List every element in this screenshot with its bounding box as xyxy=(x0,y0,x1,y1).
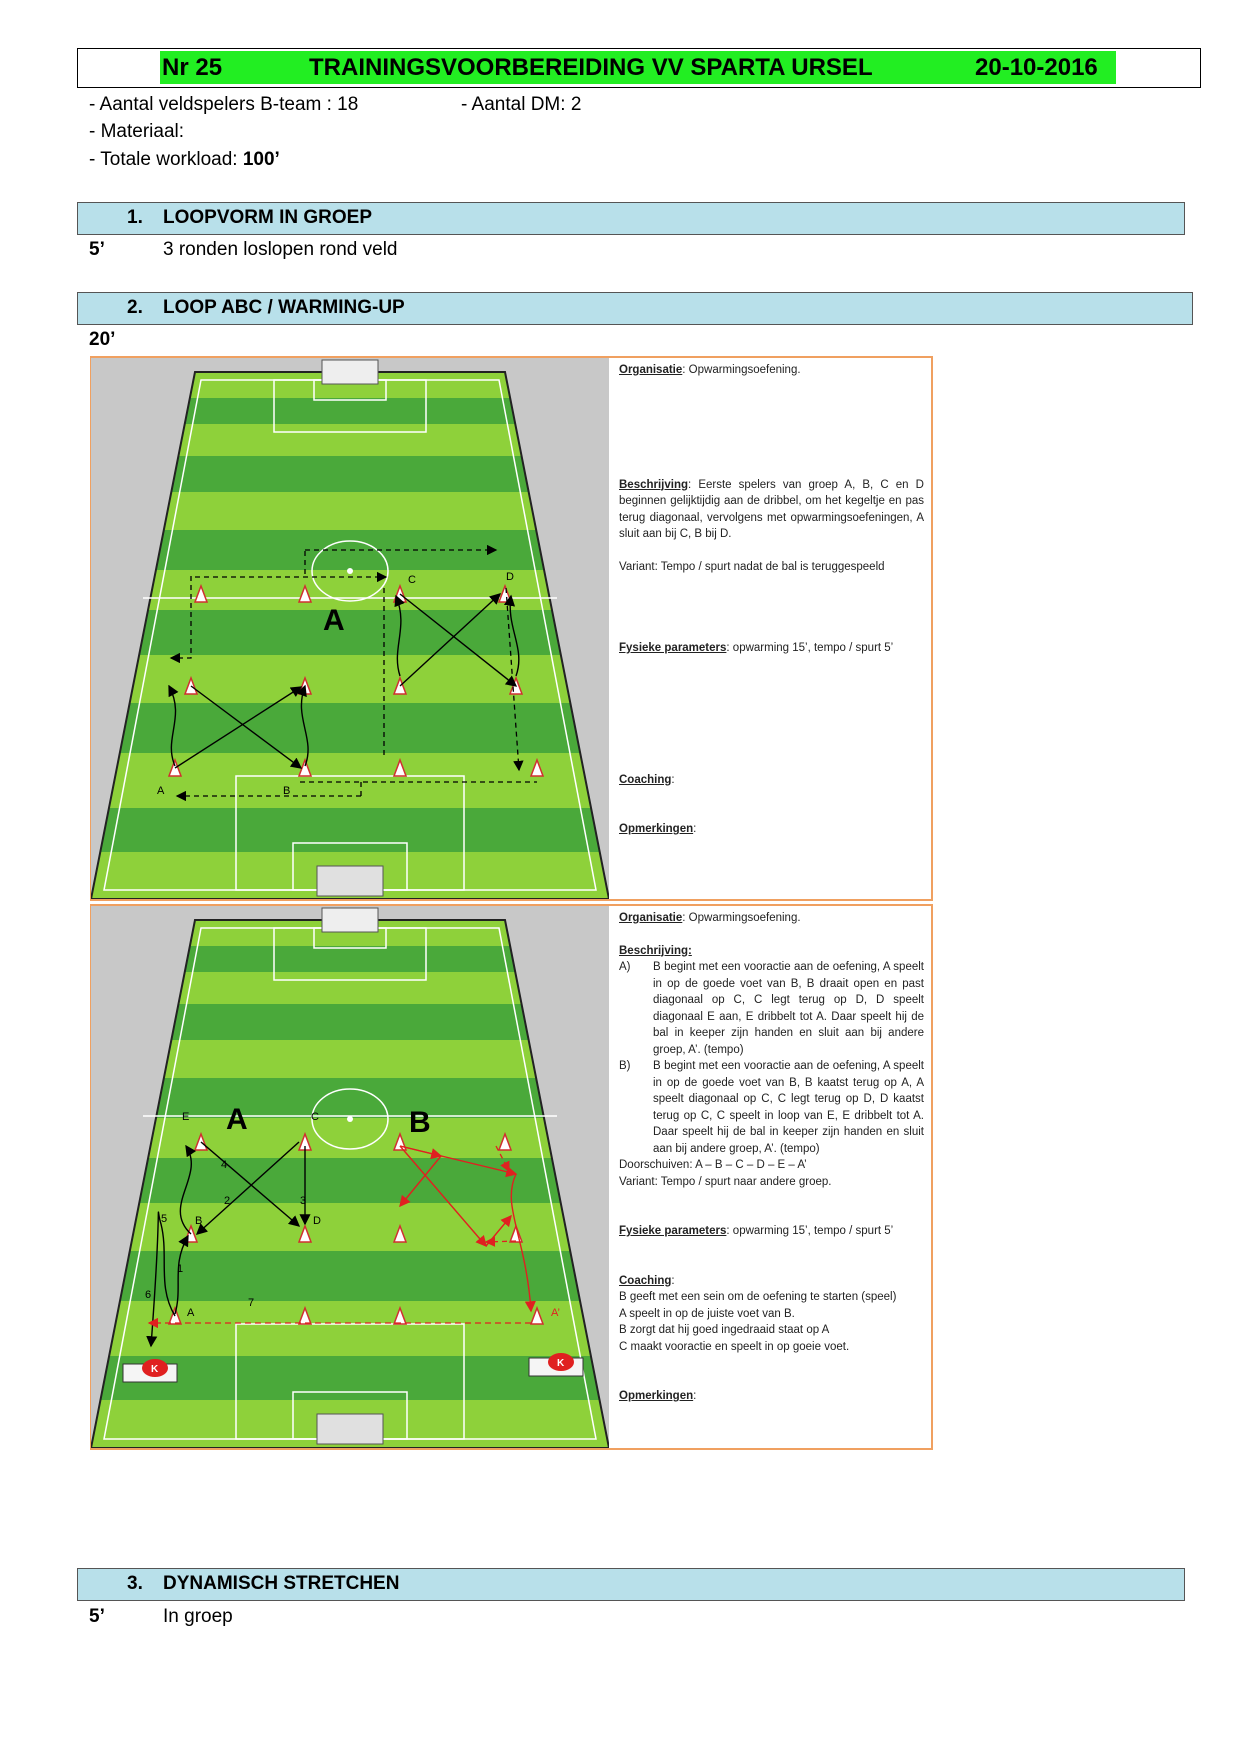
player-e-label: E xyxy=(182,1111,190,1123)
player-c-label: C xyxy=(408,574,416,586)
coaching-text: : xyxy=(671,773,675,786)
section-2-number: 2. xyxy=(127,297,143,318)
group-a-label: A xyxy=(323,604,345,637)
page-title: TRAININGSVOORBEREIDING VV SPARTA URSEL xyxy=(309,54,873,81)
section-1-number: 1. xyxy=(127,207,143,228)
pitch-diagram-1 xyxy=(91,358,609,899)
group-b-label: B xyxy=(409,1106,431,1139)
physical-params-label: Fysieke parameters xyxy=(619,642,727,654)
step-2-label: 2 xyxy=(224,1195,231,1207)
remarks-text: : xyxy=(693,1390,697,1402)
pitch-diagram-2 xyxy=(91,906,609,1448)
player-d-label: D xyxy=(313,1215,321,1227)
section-2-title: LOOP ABC / WARMING-UP xyxy=(163,297,405,318)
coaching-line-4: C maakt vooractie en speelt in op goeie voet. xyxy=(619,1340,850,1353)
description-item-a xyxy=(619,959,924,1058)
player-b-label: B xyxy=(283,785,291,797)
step-6-label: 6 xyxy=(145,1289,152,1301)
section-3-number: 3. xyxy=(127,1573,143,1594)
step-5-label: 5 xyxy=(161,1213,168,1225)
player-a-label: A xyxy=(157,785,165,797)
coaching-line-3: B zorgt dat hij goed ingedraaid staat op A xyxy=(619,1324,830,1336)
material-line: - Materiaal: xyxy=(89,121,185,142)
keeper-right-label: K xyxy=(557,1358,565,1369)
step-1-label: 1 xyxy=(177,1263,184,1275)
section-3-text: In groep xyxy=(163,1606,233,1627)
workload-value: 100’ xyxy=(242,149,280,170)
step-3-label: 3 xyxy=(300,1195,307,1207)
item-a-text: B begint met een vooractie aan de oefening, A speelt in op de goede voet van B, B draait open en past diagonaal op C, C legt terug op D, D speelt diagonaal E aan, E dribbelt tot A. Daar speelt hij de bal in keeper zijn handen en sluit aan bij andere groep, A’. (tempo) xyxy=(653,961,924,1056)
remarks-label: Opmerkingen xyxy=(619,823,694,835)
description-text: : Eerste spelers van groep A, B, C en D beginnen gelijktijdig aan de dribbel, om het kegeltje en pas terug diagonaal, vervolgens met opwarmingsoefeningen, A sluit aan bij C, B bij D. xyxy=(619,478,924,540)
description-label: Beschrijving xyxy=(619,478,689,491)
remarks-label: Opmerkingen xyxy=(619,1390,694,1402)
remarks-text: : xyxy=(693,823,697,835)
players-count: - Aantal veldspelers B-team : 18 xyxy=(89,94,359,115)
item-b-text: B begint met een vooractie aan de oefening, A speelt in op de goede voet van B, B kaatst terug op A, A speelt diagonaal op C, C legt terug op D, D kaatst terug op C, C speelt in loop van E, E dribbelt tot A. Daar speelt hij de bal in keeper zijn handen en sluit aan bij andere groep, A’. (tempo) xyxy=(653,1060,924,1155)
section-3-title: DYNAMISCH STRETCHEN xyxy=(163,1573,400,1594)
variant-text: Variant: Tempo / spurt nadat de bal is teruggespeeld xyxy=(619,560,885,573)
keeper-left-label: K xyxy=(151,1364,159,1375)
coaching-line-2: A speelt in op de juiste voet van B. xyxy=(619,1307,795,1320)
description-item-b xyxy=(619,1058,924,1157)
organisation-label: Organisatie xyxy=(619,364,683,376)
description-label: Beschrijving: xyxy=(619,944,692,957)
coaching-label: Coaching xyxy=(619,1274,672,1287)
coaching-label: Coaching xyxy=(619,773,672,786)
step-4-label: 4 xyxy=(221,1159,228,1171)
player-b-label: B xyxy=(195,1215,203,1227)
player-a-label: A xyxy=(187,1307,195,1319)
session-date: 20-10-2016 xyxy=(975,54,1098,81)
physical-params-text: : opwarming 15’, tempo / spurt 5’ xyxy=(726,642,894,654)
player-d-label: D xyxy=(506,571,514,583)
item-a-key: A) xyxy=(619,961,631,973)
item-b-key: B) xyxy=(619,1060,631,1072)
physical-params-text: : opwarming 15’, tempo / spurt 5’ xyxy=(726,1225,894,1237)
drill-description-2 xyxy=(611,906,932,1448)
group-a-label: A xyxy=(226,1103,248,1136)
organisation-text: : Opwarmingsoefening. xyxy=(682,912,801,924)
section-3-duration: 5’ xyxy=(89,1606,105,1627)
section-1-text: 3 ronden loslopen rond veld xyxy=(163,239,398,260)
section-1-title: LOOPVORM IN GROEP xyxy=(163,207,373,228)
section-1-duration: 5’ xyxy=(89,239,105,260)
section-2-duration: 20’ xyxy=(89,329,116,350)
coaching-line-1: B geeft met een sein om de oefening te starten (speel) xyxy=(619,1291,897,1303)
step-7-label: 7 xyxy=(248,1297,255,1309)
session-number: Nr 25 xyxy=(162,54,223,81)
dm-count: - Aantal DM: 2 xyxy=(461,94,582,115)
organisation-text: : Opwarmingsoefening. xyxy=(682,364,801,376)
player-c-label: C xyxy=(311,1111,319,1123)
variant-text: Variant: Tempo / spurt naar andere groep. xyxy=(619,1175,832,1188)
coaching-text: : xyxy=(671,1274,675,1287)
rotation-text: Doorschuiven: A – B – C – D – E – A’ xyxy=(619,1159,807,1171)
physical-params-label: Fysieke parameters xyxy=(619,1225,727,1237)
workload-line xyxy=(89,149,280,171)
drill-description-1 xyxy=(611,358,932,899)
organisation-label: Organisatie xyxy=(619,912,683,924)
player-a-prime-label: A’ xyxy=(551,1307,560,1319)
workload-label: - Totale workload: xyxy=(89,149,243,170)
